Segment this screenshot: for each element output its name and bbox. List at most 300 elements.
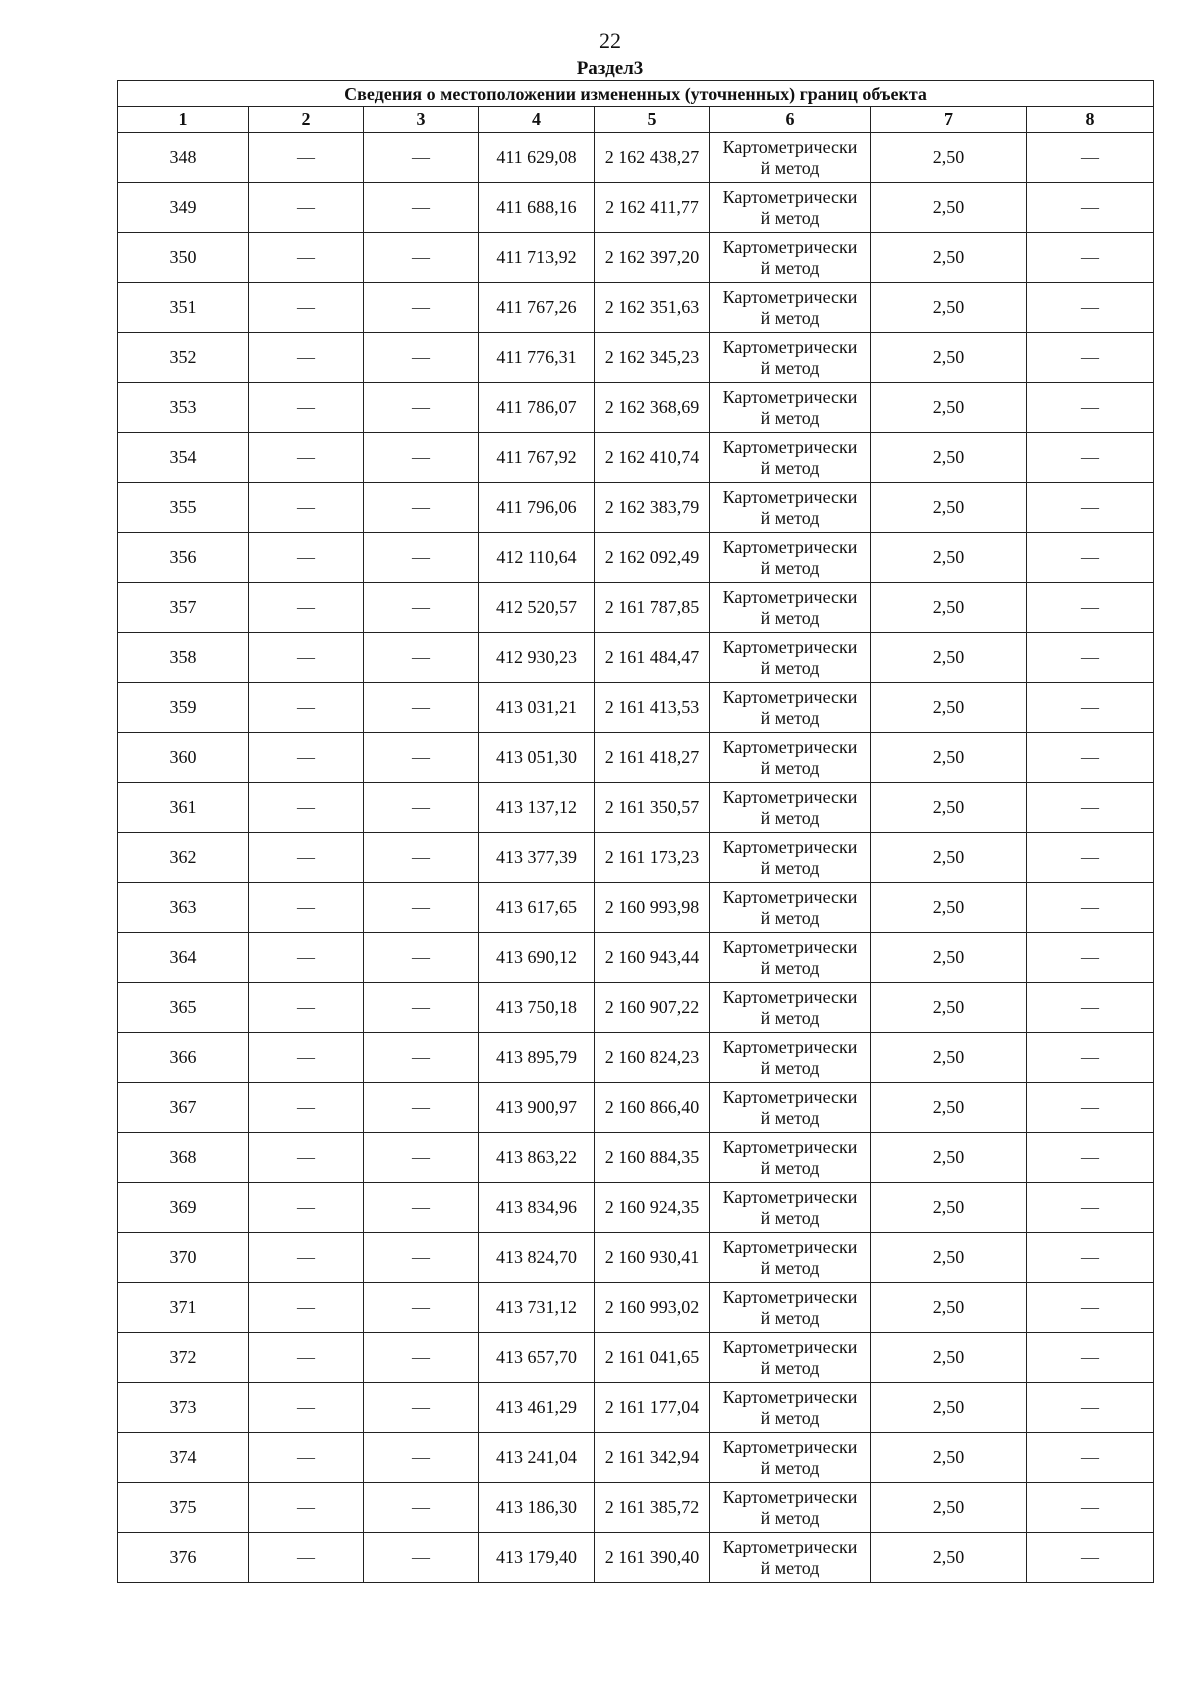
method-line-2: й метод bbox=[760, 1157, 820, 1178]
column-2-cell: — bbox=[249, 133, 364, 183]
column-8-cell: — bbox=[1027, 383, 1154, 433]
y-coordinate-cell: 2 161 173,23 bbox=[595, 833, 710, 883]
method-line-1: Картометрически bbox=[722, 886, 858, 907]
column-2-cell: — bbox=[249, 383, 364, 433]
column-3-cell: — bbox=[364, 983, 479, 1033]
point-number-cell: 360 bbox=[118, 733, 249, 783]
method-line-2: й метод bbox=[760, 1557, 820, 1578]
method-cell bbox=[710, 1283, 871, 1333]
table-row bbox=[118, 533, 1154, 583]
x-coordinate-cell: 411 629,08 bbox=[479, 133, 595, 183]
method-cell bbox=[710, 283, 871, 333]
x-coordinate-cell: 413 051,30 bbox=[479, 733, 595, 783]
column-3-cell: — bbox=[364, 583, 479, 633]
point-number-cell: 364 bbox=[118, 933, 249, 983]
table-row bbox=[118, 333, 1154, 383]
y-coordinate-cell: 2 162 092,49 bbox=[595, 533, 710, 583]
y-coordinate-cell: 2 160 907,22 bbox=[595, 983, 710, 1033]
method-line-2: й метод bbox=[760, 1457, 820, 1478]
column-header-row bbox=[118, 107, 1154, 133]
column-2-cell: — bbox=[249, 533, 364, 583]
method-cell bbox=[710, 1383, 871, 1433]
column-2-cell: — bbox=[249, 1383, 364, 1433]
column-8-cell: — bbox=[1027, 1533, 1154, 1583]
y-coordinate-cell: 2 160 824,23 bbox=[595, 1033, 710, 1083]
x-coordinate-cell: 411 776,31 bbox=[479, 333, 595, 383]
x-coordinate-cell: 413 657,70 bbox=[479, 1333, 595, 1383]
accuracy-cell: 2,50 bbox=[871, 633, 1027, 683]
accuracy-cell: 2,50 bbox=[871, 1483, 1027, 1533]
accuracy-cell: 2,50 bbox=[871, 683, 1027, 733]
column-header-2: 2 bbox=[249, 107, 364, 133]
method-cell bbox=[710, 1333, 871, 1383]
y-coordinate-cell: 2 162 383,79 bbox=[595, 483, 710, 533]
method-cell bbox=[710, 1433, 871, 1483]
column-3-cell: — bbox=[364, 933, 479, 983]
method-line-1: Картометрически bbox=[722, 286, 858, 307]
column-8-cell: — bbox=[1027, 683, 1154, 733]
table-row bbox=[118, 283, 1154, 333]
table-row bbox=[118, 583, 1154, 633]
method-line-1: Картометрически bbox=[722, 336, 858, 357]
method-cell bbox=[710, 1083, 871, 1133]
column-3-cell: — bbox=[364, 733, 479, 783]
x-coordinate-cell: 413 900,97 bbox=[479, 1083, 595, 1133]
x-coordinate-cell: 413 824,70 bbox=[479, 1233, 595, 1283]
table-row bbox=[118, 1183, 1154, 1233]
x-coordinate-cell: 413 241,04 bbox=[479, 1433, 595, 1483]
point-number-cell: 369 bbox=[118, 1183, 249, 1233]
y-coordinate-cell: 2 160 993,98 bbox=[595, 883, 710, 933]
column-3-cell: — bbox=[364, 683, 479, 733]
method-cell bbox=[710, 383, 871, 433]
method-cell bbox=[710, 933, 871, 983]
y-coordinate-cell: 2 162 345,23 bbox=[595, 333, 710, 383]
column-2-cell: — bbox=[249, 283, 364, 333]
method-line-1: Картометрически bbox=[722, 1386, 858, 1407]
x-coordinate-cell: 413 186,30 bbox=[479, 1483, 595, 1533]
table-row bbox=[118, 1133, 1154, 1183]
column-3-cell: — bbox=[364, 283, 479, 333]
method-line-1: Картометрически bbox=[722, 486, 858, 507]
accuracy-cell: 2,50 bbox=[871, 833, 1027, 883]
column-3-cell: — bbox=[364, 633, 479, 683]
accuracy-cell: 2,50 bbox=[871, 1333, 1027, 1383]
y-coordinate-cell: 2 161 342,94 bbox=[595, 1433, 710, 1483]
method-line-1: Картометрически bbox=[722, 1286, 858, 1307]
column-2-cell: — bbox=[249, 1533, 364, 1583]
x-coordinate-cell: 413 137,12 bbox=[479, 783, 595, 833]
method-cell bbox=[710, 783, 871, 833]
column-2-cell: — bbox=[249, 183, 364, 233]
x-coordinate-cell: 413 031,21 bbox=[479, 683, 595, 733]
method-cell bbox=[710, 1483, 871, 1533]
method-line-2: й метод bbox=[760, 657, 820, 678]
method-line-1: Картометрически bbox=[722, 1136, 858, 1157]
method-cell bbox=[710, 183, 871, 233]
point-number-cell: 371 bbox=[118, 1283, 249, 1333]
accuracy-cell: 2,50 bbox=[871, 1033, 1027, 1083]
point-number-cell: 370 bbox=[118, 1233, 249, 1283]
y-coordinate-cell: 2 161 484,47 bbox=[595, 633, 710, 683]
accuracy-cell: 2,50 bbox=[871, 383, 1027, 433]
column-3-cell: — bbox=[364, 333, 479, 383]
method-cell bbox=[710, 583, 871, 633]
column-2-cell: — bbox=[249, 1333, 364, 1383]
point-number-cell: 352 bbox=[118, 333, 249, 383]
accuracy-cell: 2,50 bbox=[871, 1533, 1027, 1583]
point-number-cell: 355 bbox=[118, 483, 249, 533]
method-line-2: й метод bbox=[760, 1357, 820, 1378]
column-2-cell: — bbox=[249, 583, 364, 633]
table-row bbox=[118, 1083, 1154, 1133]
method-cell bbox=[710, 133, 871, 183]
point-number-cell: 362 bbox=[118, 833, 249, 883]
point-number-cell: 357 bbox=[118, 583, 249, 633]
x-coordinate-cell: 413 179,40 bbox=[479, 1533, 595, 1583]
method-line-1: Картометрически bbox=[722, 236, 858, 257]
point-number-cell: 353 bbox=[118, 383, 249, 433]
x-coordinate-cell: 413 863,22 bbox=[479, 1133, 595, 1183]
column-header-7: 7 bbox=[871, 107, 1027, 133]
point-number-cell: 359 bbox=[118, 683, 249, 733]
accuracy-cell: 2,50 bbox=[871, 983, 1027, 1033]
column-2-cell: — bbox=[249, 633, 364, 683]
method-line-2: й метод bbox=[760, 1257, 820, 1278]
method-cell bbox=[710, 533, 871, 583]
method-line-1: Картометрически bbox=[722, 136, 858, 157]
column-header-3: 3 bbox=[364, 107, 479, 133]
column-2-cell: — bbox=[249, 1283, 364, 1333]
table-row bbox=[118, 1483, 1154, 1533]
column-8-cell: — bbox=[1027, 1133, 1154, 1183]
column-2-cell: — bbox=[249, 783, 364, 833]
method-line-1: Картометрически bbox=[722, 636, 858, 657]
method-line-1: Картометрически bbox=[722, 1236, 858, 1257]
method-line-1: Картометрически bbox=[722, 186, 858, 207]
column-8-cell: — bbox=[1027, 1283, 1154, 1333]
x-coordinate-cell: 411 713,92 bbox=[479, 233, 595, 283]
table-body bbox=[118, 133, 1154, 1583]
column-3-cell: — bbox=[364, 1533, 479, 1583]
accuracy-cell: 2,50 bbox=[871, 483, 1027, 533]
accuracy-cell: 2,50 bbox=[871, 533, 1027, 583]
y-coordinate-cell: 2 160 930,41 bbox=[595, 1233, 710, 1283]
column-3-cell: — bbox=[364, 533, 479, 583]
accuracy-cell: 2,50 bbox=[871, 433, 1027, 483]
method-cell bbox=[710, 733, 871, 783]
column-8-cell: — bbox=[1027, 283, 1154, 333]
y-coordinate-cell: 2 161 350,57 bbox=[595, 783, 710, 833]
point-number-cell: 350 bbox=[118, 233, 249, 283]
point-number-cell: 372 bbox=[118, 1333, 249, 1383]
column-3-cell: — bbox=[364, 383, 479, 433]
column-2-cell: — bbox=[249, 483, 364, 533]
method-line-2: й метод bbox=[760, 757, 820, 778]
table-row bbox=[118, 1383, 1154, 1433]
accuracy-cell: 2,50 bbox=[871, 283, 1027, 333]
accuracy-cell: 2,50 bbox=[871, 1083, 1027, 1133]
y-coordinate-cell: 2 161 385,72 bbox=[595, 1483, 710, 1533]
method-cell bbox=[710, 333, 871, 383]
column-8-cell: — bbox=[1027, 1233, 1154, 1283]
method-line-1: Картометрически bbox=[722, 786, 858, 807]
method-line-1: Картометрически bbox=[722, 586, 858, 607]
column-8-cell: — bbox=[1027, 483, 1154, 533]
x-coordinate-cell: 413 731,12 bbox=[479, 1283, 595, 1333]
point-number-cell: 356 bbox=[118, 533, 249, 583]
accuracy-cell: 2,50 bbox=[871, 733, 1027, 783]
x-coordinate-cell: 411 767,26 bbox=[479, 283, 595, 333]
method-line-1: Картометрически bbox=[722, 1086, 858, 1107]
x-coordinate-cell: 413 617,65 bbox=[479, 883, 595, 933]
method-line-2: й метод bbox=[760, 707, 820, 728]
column-8-cell: — bbox=[1027, 633, 1154, 683]
column-2-cell: — bbox=[249, 1033, 364, 1083]
method-line-2: й метод bbox=[760, 207, 820, 228]
column-8-cell: — bbox=[1027, 983, 1154, 1033]
accuracy-cell: 2,50 bbox=[871, 1383, 1027, 1433]
method-cell bbox=[710, 983, 871, 1033]
table-row bbox=[118, 1033, 1154, 1083]
table-caption-row bbox=[118, 81, 1154, 107]
y-coordinate-cell: 2 162 410,74 bbox=[595, 433, 710, 483]
accuracy-cell: 2,50 bbox=[871, 933, 1027, 983]
column-8-cell: — bbox=[1027, 733, 1154, 783]
x-coordinate-cell: 411 786,07 bbox=[479, 383, 595, 433]
point-number-cell: 376 bbox=[118, 1533, 249, 1583]
method-line-1: Картометрически bbox=[722, 386, 858, 407]
table-row bbox=[118, 983, 1154, 1033]
x-coordinate-cell: 411 796,06 bbox=[479, 483, 595, 533]
accuracy-cell: 2,50 bbox=[871, 1433, 1027, 1483]
column-3-cell: — bbox=[364, 1383, 479, 1433]
table-row bbox=[118, 883, 1154, 933]
x-coordinate-cell: 413 834,96 bbox=[479, 1183, 595, 1233]
method-line-2: й метод bbox=[760, 957, 820, 978]
column-3-cell: — bbox=[364, 1433, 479, 1483]
method-line-2: й метод bbox=[760, 307, 820, 328]
column-3-cell: — bbox=[364, 883, 479, 933]
point-number-cell: 367 bbox=[118, 1083, 249, 1133]
column-3-cell: — bbox=[364, 483, 479, 533]
column-8-cell: — bbox=[1027, 883, 1154, 933]
point-number-cell: 358 bbox=[118, 633, 249, 683]
x-coordinate-cell: 412 520,57 bbox=[479, 583, 595, 633]
method-cell bbox=[710, 633, 871, 683]
section-title: Раздел3 bbox=[576, 58, 644, 79]
column-header-5: 5 bbox=[595, 107, 710, 133]
method-line-1: Картометрически bbox=[722, 936, 858, 957]
column-8-cell: — bbox=[1027, 1083, 1154, 1133]
point-number-cell: 374 bbox=[118, 1433, 249, 1483]
y-coordinate-cell: 2 161 413,53 bbox=[595, 683, 710, 733]
accuracy-cell: 2,50 bbox=[871, 333, 1027, 383]
table-row bbox=[118, 683, 1154, 733]
y-coordinate-cell: 2 160 866,40 bbox=[595, 1083, 710, 1133]
table-row bbox=[118, 433, 1154, 483]
column-8-cell: — bbox=[1027, 833, 1154, 883]
point-number-cell: 363 bbox=[118, 883, 249, 933]
point-number-cell: 348 bbox=[118, 133, 249, 183]
y-coordinate-cell: 2 162 351,63 bbox=[595, 283, 710, 333]
column-2-cell: — bbox=[249, 833, 364, 883]
column-3-cell: — bbox=[364, 1183, 479, 1233]
method-line-2: й метод bbox=[760, 1107, 820, 1128]
method-line-1: Картометрически bbox=[722, 1336, 858, 1357]
accuracy-cell: 2,50 bbox=[871, 1183, 1027, 1233]
table-row bbox=[118, 833, 1154, 883]
table-row bbox=[118, 1533, 1154, 1583]
point-number-cell: 351 bbox=[118, 283, 249, 333]
method-line-2: й метод bbox=[760, 407, 820, 428]
table-row bbox=[118, 1283, 1154, 1333]
table-row bbox=[118, 383, 1154, 433]
method-line-1: Картометрически bbox=[722, 686, 858, 707]
column-2-cell: — bbox=[249, 1133, 364, 1183]
method-line-1: Картометрически bbox=[722, 1436, 858, 1457]
column-8-cell: — bbox=[1027, 233, 1154, 283]
column-3-cell: — bbox=[364, 833, 479, 883]
column-header-1: 1 bbox=[118, 107, 249, 133]
column-3-cell: — bbox=[364, 1333, 479, 1383]
x-coordinate-cell: 413 461,29 bbox=[479, 1383, 595, 1433]
column-8-cell: — bbox=[1027, 783, 1154, 833]
column-8-cell: — bbox=[1027, 533, 1154, 583]
column-header-4: 4 bbox=[479, 107, 595, 133]
accuracy-cell: 2,50 bbox=[871, 1133, 1027, 1183]
y-coordinate-cell: 2 160 993,02 bbox=[595, 1283, 710, 1333]
method-line-2: й метод bbox=[760, 457, 820, 478]
y-coordinate-cell: 2 161 390,40 bbox=[595, 1533, 710, 1583]
column-8-cell: — bbox=[1027, 1483, 1154, 1533]
method-line-2: й метод bbox=[760, 507, 820, 528]
column-8-cell: — bbox=[1027, 1383, 1154, 1433]
table-row bbox=[118, 733, 1154, 783]
method-line-2: й метод bbox=[760, 1507, 820, 1528]
page-number: 22 bbox=[599, 28, 621, 53]
column-header-8: 8 bbox=[1027, 107, 1154, 133]
column-8-cell: — bbox=[1027, 183, 1154, 233]
point-number-cell: 361 bbox=[118, 783, 249, 833]
column-2-cell: — bbox=[249, 233, 364, 283]
x-coordinate-cell: 413 895,79 bbox=[479, 1033, 595, 1083]
table-row bbox=[118, 633, 1154, 683]
x-coordinate-cell: 411 767,92 bbox=[479, 433, 595, 483]
method-line-2: й метод bbox=[760, 157, 820, 178]
accuracy-cell: 2,50 bbox=[871, 583, 1027, 633]
column-3-cell: — bbox=[364, 1133, 479, 1183]
point-number-cell: 349 bbox=[118, 183, 249, 233]
y-coordinate-cell: 2 161 041,65 bbox=[595, 1333, 710, 1383]
method-line-2: й метод bbox=[760, 907, 820, 928]
y-coordinate-cell: 2 162 411,77 bbox=[595, 183, 710, 233]
method-line-1: Картометрически bbox=[722, 1536, 858, 1557]
y-coordinate-cell: 2 162 438,27 bbox=[595, 133, 710, 183]
table-row bbox=[118, 933, 1154, 983]
column-8-cell: — bbox=[1027, 433, 1154, 483]
column-8-cell: — bbox=[1027, 333, 1154, 383]
method-line-1: Картометрически bbox=[722, 986, 858, 1007]
x-coordinate-cell: 413 377,39 bbox=[479, 833, 595, 883]
x-coordinate-cell: 413 690,12 bbox=[479, 933, 595, 983]
column-2-cell: — bbox=[249, 1083, 364, 1133]
accuracy-cell: 2,50 bbox=[871, 883, 1027, 933]
column-3-cell: — bbox=[364, 233, 479, 283]
coordinates-table bbox=[117, 80, 1154, 1583]
method-cell bbox=[710, 683, 871, 733]
method-line-2: й метод bbox=[760, 557, 820, 578]
y-coordinate-cell: 2 160 884,35 bbox=[595, 1133, 710, 1183]
table-row bbox=[118, 233, 1154, 283]
point-number-cell: 375 bbox=[118, 1483, 249, 1533]
table-row bbox=[118, 133, 1154, 183]
method-cell bbox=[710, 433, 871, 483]
column-3-cell: — bbox=[364, 1283, 479, 1333]
column-2-cell: — bbox=[249, 1483, 364, 1533]
column-8-cell: — bbox=[1027, 1033, 1154, 1083]
column-3-cell: — bbox=[364, 1233, 479, 1283]
column-2-cell: — bbox=[249, 733, 364, 783]
column-2-cell: — bbox=[249, 983, 364, 1033]
column-3-cell: — bbox=[364, 1483, 479, 1533]
column-8-cell: — bbox=[1027, 133, 1154, 183]
method-cell bbox=[710, 1183, 871, 1233]
method-cell bbox=[710, 483, 871, 533]
accuracy-cell: 2,50 bbox=[871, 183, 1027, 233]
point-number-cell: 366 bbox=[118, 1033, 249, 1083]
method-line-1: Картометрически bbox=[722, 736, 858, 757]
y-coordinate-cell: 2 160 943,44 bbox=[595, 933, 710, 983]
column-3-cell: — bbox=[364, 183, 479, 233]
column-3-cell: — bbox=[364, 783, 479, 833]
table-row bbox=[118, 1333, 1154, 1383]
accuracy-cell: 2,50 bbox=[871, 1283, 1027, 1333]
method-line-1: Картометрически bbox=[722, 536, 858, 557]
x-coordinate-cell: 412 930,23 bbox=[479, 633, 595, 683]
method-line-2: й метод bbox=[760, 857, 820, 878]
column-8-cell: — bbox=[1027, 1333, 1154, 1383]
column-2-cell: — bbox=[249, 683, 364, 733]
column-8-cell: — bbox=[1027, 583, 1154, 633]
method-line-1: Картометрически bbox=[722, 836, 858, 857]
point-number-cell: 365 bbox=[118, 983, 249, 1033]
y-coordinate-cell: 2 161 177,04 bbox=[595, 1383, 710, 1433]
method-line-2: й метод bbox=[760, 807, 820, 828]
accuracy-cell: 2,50 bbox=[871, 133, 1027, 183]
column-2-cell: — bbox=[249, 433, 364, 483]
point-number-cell: 368 bbox=[118, 1133, 249, 1183]
column-header-6: 6 bbox=[710, 107, 871, 133]
method-line-2: й метод bbox=[760, 1057, 820, 1078]
method-line-1: Картометрически bbox=[722, 1486, 858, 1507]
table-row bbox=[118, 183, 1154, 233]
column-3-cell: — bbox=[364, 1083, 479, 1133]
table-row bbox=[118, 1233, 1154, 1283]
method-line-2: й метод bbox=[760, 257, 820, 278]
x-coordinate-cell: 411 688,16 bbox=[479, 183, 595, 233]
method-line-2: й метод bbox=[760, 1207, 820, 1228]
column-2-cell: — bbox=[249, 1233, 364, 1283]
point-number-cell: 354 bbox=[118, 433, 249, 483]
column-8-cell: — bbox=[1027, 933, 1154, 983]
column-2-cell: — bbox=[249, 1183, 364, 1233]
column-3-cell: — bbox=[364, 1033, 479, 1083]
y-coordinate-cell: 2 162 368,69 bbox=[595, 383, 710, 433]
method-cell bbox=[710, 1233, 871, 1283]
column-2-cell: — bbox=[249, 333, 364, 383]
accuracy-cell: 2,50 bbox=[871, 1233, 1027, 1283]
